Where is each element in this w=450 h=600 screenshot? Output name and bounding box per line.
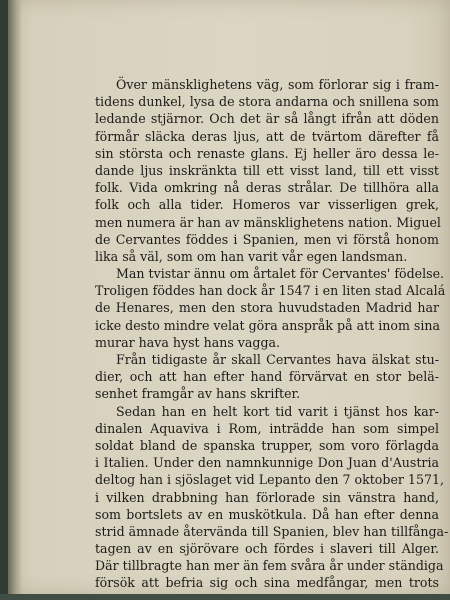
text-line: dinalen Aquaviva i Rom, inträdde han som simpel xyxy=(95,420,439,436)
text-line: försök att befria sig och sina medfångar, men trots xyxy=(95,575,439,591)
text-line: soldat bland de spanska trupper, som voro förlagda xyxy=(95,437,439,453)
text-line: Över mänsklighetens väg, som förlorar sig i fram- xyxy=(116,77,439,92)
paragraph xyxy=(95,403,449,592)
text-line: folk och alla tider. Homeros var visserligen grek, xyxy=(95,197,439,213)
text-line: strid ämnade återvända till Spanien, blev han tillfånga- xyxy=(95,523,449,539)
text-line: Man tvistar ännu om årtalet för Cervantes' födelse. xyxy=(116,266,445,282)
text-line: ledande stjärnor. Och det är så långt ifrån att döden xyxy=(95,111,439,127)
text-line: folk. Vida omkring nå deras strålar. De tillhöra alla xyxy=(95,180,439,196)
text-line: murar hava hyst hans vagga. xyxy=(95,334,281,350)
text-line: Sedan han en helt kort tid varit i tjänst hos kar- xyxy=(116,403,439,419)
text-line: icke desto mindre velat göra anspråk på att inom sina xyxy=(95,317,441,333)
text-line: Där tillbragte han mer än fem svåra år under ständiga xyxy=(95,558,444,574)
book-page xyxy=(8,0,450,594)
text-line: i Italien. Under den namnkunnige Don Juan d'Austria xyxy=(95,455,439,471)
text-line: men numera är han av mänsklighetens nation. Miguel xyxy=(95,214,441,230)
text-line: Troligen föddes han dock år 1547 i en liten stad Alcalá xyxy=(95,283,446,299)
paragraph xyxy=(95,351,439,403)
paragraph xyxy=(95,76,439,265)
body-text xyxy=(95,76,449,592)
text-line: förmår släcka deras ljus, att de tvärtom därefter få xyxy=(95,128,439,144)
paragraph xyxy=(95,265,446,351)
text-line: senhet framgår av hans skrifter. xyxy=(95,386,301,402)
text-line: Från tidigaste år skall Cervantes hava älskat stu- xyxy=(116,352,439,367)
text-line: som bortslets av en muskötkula. Då han efter denna xyxy=(95,506,439,522)
page-gutter xyxy=(8,0,22,594)
text-line: sin största och renaste glans. Ej heller äro dessa le- xyxy=(95,145,439,161)
text-line: i vilken drabbning han förlorade sin vänstra hand, xyxy=(95,489,439,505)
text-line: lika så väl, som om han varit vår egen landsman. xyxy=(95,248,408,264)
text-line: de Henares, men den stora huvudstaden Madrid har xyxy=(95,300,439,316)
text-line: tagen av en sjörövare och fördes i slaveri till Alger. xyxy=(95,541,439,557)
text-line: dier, och att han efter hand förvärvat en stor belä- xyxy=(95,369,439,385)
text-line: deltog han i sjöslaget vid Lepanto den 7 oktober 1571, xyxy=(95,472,444,488)
text-line: de Cervantes föddes i Spanien, men vi förstå honom xyxy=(95,231,439,247)
text-line: dande ljus inskränkta till ett visst land, till ett visst xyxy=(95,162,439,178)
text-line: tidens dunkel, lysa de stora andarna och snillena som xyxy=(95,94,439,110)
book-cover-edge xyxy=(0,594,450,600)
